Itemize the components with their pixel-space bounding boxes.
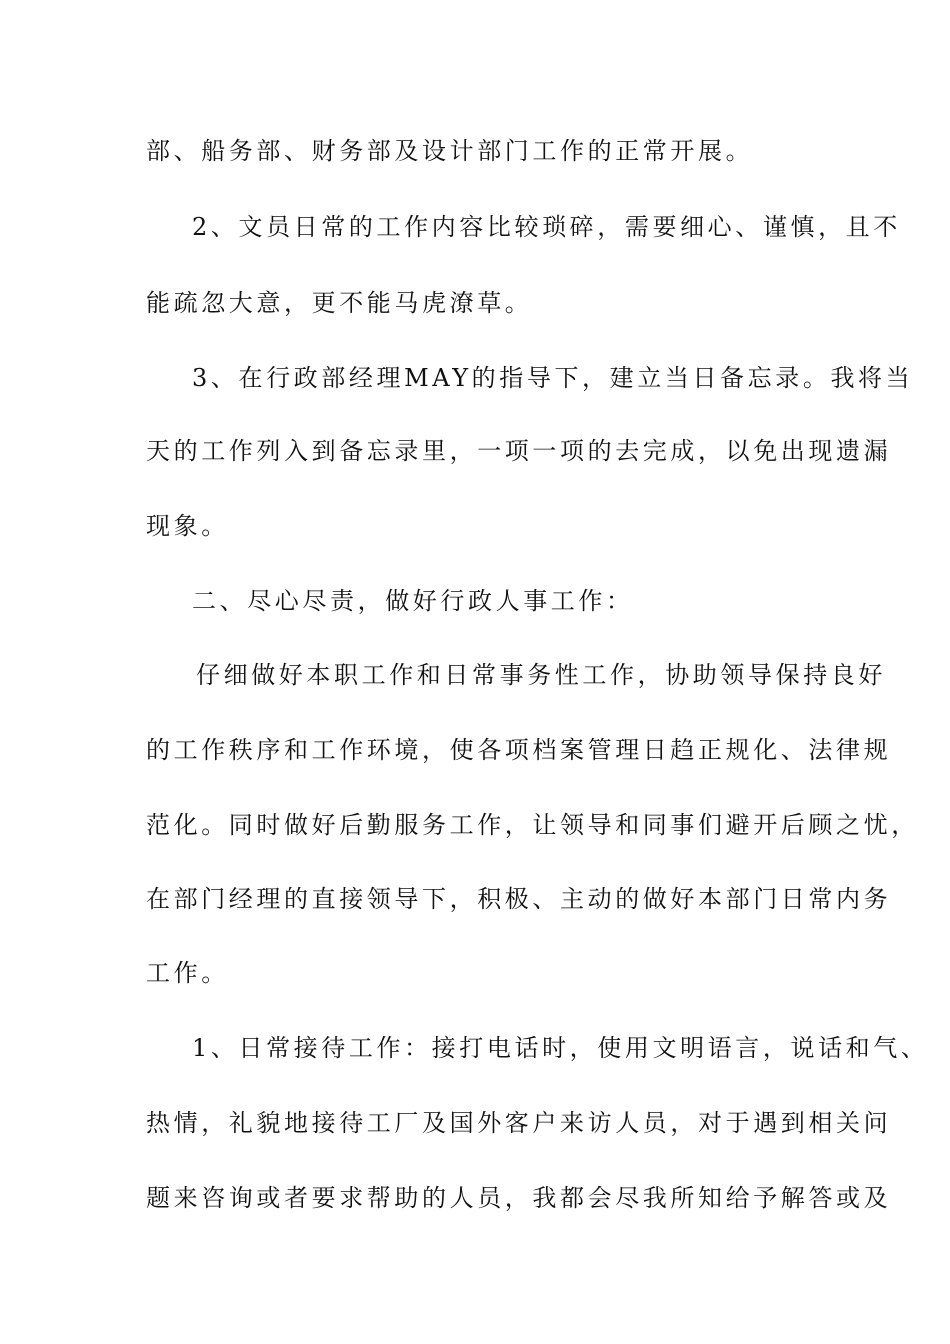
text-line: 的工作秩序和工作环境，使各项档案管理日趋正规化、法律规 xyxy=(146,736,892,764)
text-line: 2、文员日常的工作内容比较琐碎，需要细心、谨慎，且不 xyxy=(192,213,901,241)
text-line: 热情，礼貌地接待工厂及国外客户来访人员，对于遇到相关问 xyxy=(146,1109,892,1137)
text-line: 部、船务部、财务部及设计部门工作的正常开展。 xyxy=(146,137,754,165)
text-line: 能疏忽大意，更不能马虎潦草。 xyxy=(146,289,533,317)
text-line: 在部门经理的直接领导下，积极、主动的做好本部门日常内务 xyxy=(146,885,892,913)
text-line: 天的工作列入到备忘录里，一项一项的去完成，以免出现遗漏 xyxy=(146,437,892,465)
text-line: 范化。同时做好后勤服务工作，让领导和同事们避开后顾之忧， xyxy=(146,811,919,839)
text-line: 题来咨询或者要求帮助的人员，我都会尽我所知给予解答或及 xyxy=(146,1184,892,1212)
text-line: 现象。 xyxy=(146,512,229,540)
text-line: 1、日常接待工作：接打电话时，使用文明语言，说话和气、 xyxy=(192,1034,929,1062)
text-line: 3、在行政部经理MAY的指导下，建立当日备忘录。我将当 xyxy=(192,364,914,392)
text-line: 工作。 xyxy=(146,959,229,987)
section-heading: 二、尽心尽责，做好行政人事工作： xyxy=(192,587,634,615)
text-line: 仔细做好本职工作和日常事务性工作，协助领导保持良好 xyxy=(196,661,886,689)
